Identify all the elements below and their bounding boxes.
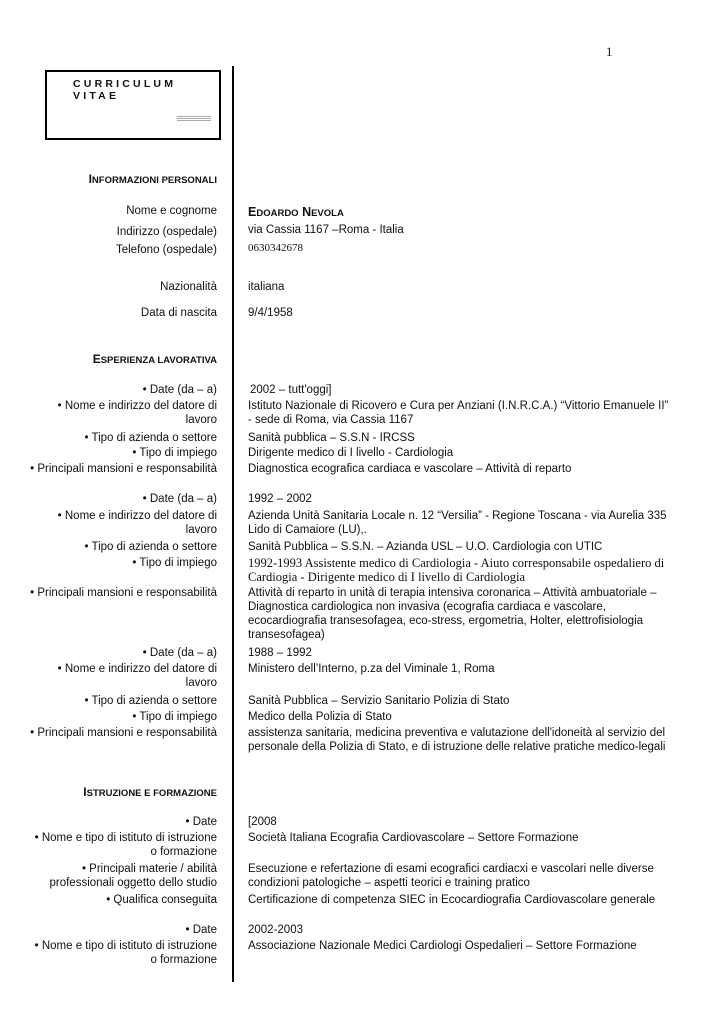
- address-value: via Cassia 1167 –Roma - Italia: [248, 224, 404, 236]
- duties-label: • Principali mansioni e responsabilità: [30, 727, 217, 739]
- job-sector: Sanità pubblica – S.S.N - IRCSS: [248, 432, 415, 444]
- employer-label: • Nome e indirizzo del datore di lavoro: [57, 510, 217, 536]
- education-institute: Società Italiana Ecografia Cardiovascolare – Settore Formazione: [248, 832, 579, 844]
- education-institute: Associazione Nazionale Medici Cardiologi Ospedalieri – Settore Formazione: [248, 940, 637, 952]
- birth-value: 9/4/1958: [248, 307, 293, 319]
- education-qualification: Certificazione di competenza SIEC in Ecocardiografia Cardiovascolare generale: [248, 894, 656, 906]
- job-sector: Sanità Pubblica – Servizio Sanitario Polizia di Stato: [248, 695, 510, 707]
- job-sector: Sanità Pubblica – S.S.N. – Azianda USL – U.O. Cardiologia con UTIC: [248, 541, 603, 553]
- job-type-label: • Tipo di impiego: [132, 557, 217, 569]
- sector-label: • Tipo di azienda o settore: [84, 541, 217, 553]
- sector-label: • Tipo di azienda o settore: [84, 432, 217, 444]
- page-number: 1: [606, 44, 613, 59]
- section-title-personal: INFORMAZIONI PERSONALI: [88, 172, 217, 186]
- institute-label: • Nome e tipo di istituto di istruzione o formazione: [34, 832, 217, 858]
- phone-label: Telefono (ospedale): [115, 244, 217, 256]
- sector-label: • Tipo di azienda o settore: [84, 695, 217, 707]
- nationality-label: Nazionalità: [160, 281, 217, 293]
- employer-label: • Nome e indirizzo del datore di lavoro: [57, 400, 217, 426]
- education-date: [2008: [248, 816, 277, 828]
- education-date: 2002-2003: [248, 924, 303, 936]
- phone-value: 0630342678: [248, 242, 303, 254]
- education-date-label: • Date: [185, 924, 217, 936]
- education-date-label: • Date: [185, 816, 217, 828]
- section-title-experience: ESPERIENZA LAVORATIVA: [92, 352, 217, 366]
- institute-label: • Nome e tipo di istituto di istruzione o formazione: [34, 940, 217, 966]
- employer-label: • Nome e indirizzo del datore di lavoro: [57, 663, 217, 689]
- job-type: Medico della Polizia di Stato: [248, 711, 392, 723]
- column-divider: [232, 66, 234, 982]
- job-employer: Istituto Nazionale di Ricovero e Cura per Anziani (I.N.R.C.A.) “Vittorio Emanuele II” - sede di Roma, via Cassia 1167: [248, 400, 669, 426]
- nationality-value: italiana: [248, 281, 285, 293]
- job-employer: Ministero dell’Interno, p.za del Viminale 1, Roma: [248, 663, 495, 675]
- job-type: 1992-1993 Assistente medico di Cardiologia - Aiuto corresponsabile ospedaliero di Cardiogia - Dirigente medico di I livello di Cardiologia: [248, 556, 665, 584]
- job-duties: Diagnostica ecografica cardiaca e vascolare – Attività di reparto: [248, 463, 572, 475]
- name-label: Nome e cognome: [126, 205, 217, 217]
- section-title-education: ISTRUZIONE E FORMAZIONE: [83, 785, 217, 799]
- cv-header-box: [45, 70, 221, 140]
- job-type-label: • Tipo di impiego: [132, 447, 217, 459]
- job-date: 2002 – tutt'oggi]: [250, 384, 332, 396]
- address-label: Indirizzo (ospedale): [116, 226, 217, 238]
- job-type-label: • Tipo di impiego: [132, 711, 217, 723]
- duties-label: • Principali mansioni e responsabilità: [30, 463, 217, 475]
- full-name: EDOARDO NEVOLA: [248, 205, 344, 219]
- job-type: Dirigente medico di I livello - Cardiologia: [248, 447, 454, 459]
- date-label: • Date (da – a): [142, 384, 217, 396]
- cv-title: CURRICULUM VITAE: [73, 78, 177, 102]
- education-subjects: Esecuzione e refertazione di esami ecografici cardiacxi e vascolari nelle diverse condizioni patologiche – aspetti teorici e training pratico: [248, 863, 654, 889]
- logo-icon: [177, 116, 211, 122]
- job-duties: assistenza sanitaria, medicina preventiva e valutazione dell'idoneità al servizio del personale della Polizia di Stato, e di istruzione delle relative pratiche medico-legali: [248, 727, 666, 753]
- qualification-label: • Qualifica conseguita: [106, 894, 217, 906]
- job-duties: Attività di reparto in unità di terapia intensiva coronarica – Attività ambuatoriale – Diagnostica cardiologica non invasiva (ecografia cardiaca e vascolare, ecocardiografia transesofagea, eco-stress, ergometria, Holter, elettrofisiologia transesofagea): [248, 587, 657, 641]
- job-date: 1988 – 1992: [248, 647, 312, 659]
- subjects-label: • Principali materie / abilità professionali oggetto dello studio: [49, 863, 217, 889]
- date-label: • Date (da – a): [142, 647, 217, 659]
- date-label: • Date (da – a): [142, 493, 217, 505]
- job-employer: Azienda Unità Sanitaria Locale n. 12 “Versilia” - Regione Toscana - via Aurelia 335 Lido di Camaiore (LU),.: [248, 510, 667, 536]
- duties-label: • Principali mansioni e responsabilità: [30, 587, 217, 599]
- job-date: 1992 – 2002: [248, 493, 312, 505]
- birth-label: Data di nascita: [140, 307, 217, 319]
